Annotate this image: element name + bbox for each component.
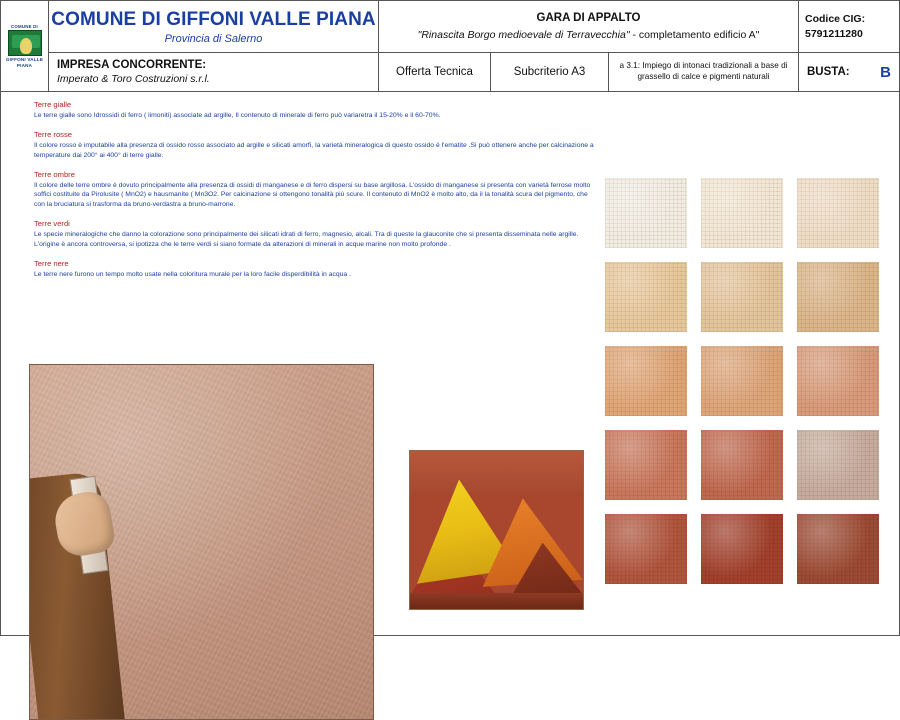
swatch-sheen bbox=[605, 262, 687, 332]
cig-value: 5791211280 bbox=[805, 28, 863, 40]
swatch-sheen bbox=[701, 514, 783, 584]
swatch-terra-rossa bbox=[701, 430, 783, 500]
paragraph-terre-gialle bbox=[34, 100, 594, 121]
impresa-label: IMPRESA CONCORRENTE: bbox=[57, 59, 207, 71]
impresa-block bbox=[49, 53, 378, 91]
municipal-logo bbox=[4, 24, 46, 69]
swatch-sheen bbox=[605, 178, 687, 248]
document-body bbox=[1, 92, 899, 637]
logo-bottom-text: GIFFONI VALLE PIANA bbox=[5, 57, 44, 68]
swatch-sheen bbox=[797, 178, 879, 248]
swatch-sheen bbox=[797, 430, 879, 500]
paragraph-body: Il colore delle terre ombre è dovuto principalmente alla presenza di ossidi di manganese e di ferro dispersi su base argillosa. L'ossido di manganese si presenta con varietà ferrose molto soffici costituite da Pirolusite ( MnO2) e hausmanite ( Mn3O2. Per calcinazione si ottengono tonalità più scure. Il contenuto di MnO2 è molto alto, da il la tonalità scura del pigmento, che con la bruciatura si trasforma da bruno-verdastra a bruno-marrone. bbox=[34, 181, 591, 209]
paragraph-body: Le specie mineralogiche che danno la colorazione sono principalmente dei silicati idrati di ferro, magnesio, alcali. Tra di queste la glauconite che si presenta disseminata nelle argille. L'origine è ancora controversa, si ipotizza che le terre verdi si siano formate da alterazioni di minerali in acque marine non molto profonde . bbox=[34, 231, 579, 248]
swatch-sheen bbox=[797, 514, 879, 584]
paragraph-terre-verdi bbox=[34, 219, 594, 250]
paragraph-body: Le terre gialle sono Idrossidi di ferro ( limoniti) associate ad argille, Il contenuto di minerale di ferro può variaretra il 15-20% e il 60-70%. bbox=[34, 112, 441, 119]
swatch-sheen bbox=[605, 430, 687, 500]
header-middle-column bbox=[379, 1, 799, 91]
swatch-sheen bbox=[701, 346, 783, 416]
logo-top-text: COMUNE DI bbox=[11, 23, 38, 29]
logo-cell bbox=[1, 1, 49, 91]
cig-block bbox=[799, 1, 899, 53]
subcriterio-cell: Subcriterio A3 bbox=[491, 53, 609, 91]
swatch-sheen bbox=[701, 430, 783, 500]
swatch-sheen bbox=[797, 346, 879, 416]
swatch-rosso-ossido bbox=[605, 514, 687, 584]
paragraph-terre-nere bbox=[34, 259, 594, 280]
swatch-rosa-antico bbox=[797, 346, 879, 416]
document-header bbox=[1, 1, 899, 92]
swatch-mattone bbox=[605, 430, 687, 500]
header-left-column bbox=[49, 1, 379, 91]
swatch-avorio bbox=[701, 178, 783, 248]
swatch-ocra bbox=[797, 262, 879, 332]
criteria-row bbox=[379, 53, 798, 91]
pigment-floor bbox=[410, 593, 583, 609]
paragraph-body: Le terre nere furono un tempo molto usate nella coloritura murale per la loro facile disperdibilità in acqua . bbox=[34, 270, 351, 278]
paragraph-terre-ombre bbox=[34, 170, 594, 211]
natural-pigment-piles-photo bbox=[409, 450, 584, 610]
criterio-description: a 3.1: Impiego di intonaci tradizionali a base di grassello di calce e pigmenti naturali bbox=[619, 61, 788, 81]
swatch-sheen bbox=[701, 262, 783, 332]
swatch-sheen bbox=[797, 262, 879, 332]
swatch-sheen bbox=[605, 346, 687, 416]
gara-block bbox=[379, 1, 798, 53]
cig-label: Codice CIG: bbox=[805, 13, 866, 25]
swatch-sheen bbox=[605, 514, 687, 584]
provincia-subtitle: Provincia di Salerno bbox=[164, 32, 263, 45]
swatch-terra-bruciata bbox=[797, 514, 879, 584]
header-right-column bbox=[799, 1, 899, 91]
paragraph-title: Terre rosse bbox=[34, 129, 72, 139]
busta-label: BUSTA: bbox=[807, 66, 850, 78]
municipal-crest-icon bbox=[8, 30, 42, 56]
paragraph-title: Terre verdi bbox=[34, 219, 70, 229]
paragraph-title: Terre gialle bbox=[34, 100, 72, 109]
impresa-name: Imperato & Toro Costruzioni s.r.l. bbox=[57, 73, 210, 85]
gara-subtitle-quote: "Rinascita Borgo medioevale di Terravecchia" bbox=[417, 29, 630, 41]
comune-block bbox=[49, 1, 378, 53]
pigment-descriptions bbox=[34, 100, 594, 289]
gara-subtitle-rest: - completamento edificio A" bbox=[632, 29, 760, 41]
swatch-ocra-chiara bbox=[701, 262, 783, 332]
swatch-grigio-rosato bbox=[797, 430, 879, 500]
swatch-albicocca bbox=[605, 346, 687, 416]
swatch-sabbia-chiara bbox=[797, 178, 879, 248]
pigment-background bbox=[410, 451, 583, 492]
paragraph-body: Il colore rosso è imputabile alla presenza di ossido rosso associato ad argille e silicati amorfi, la varietà mineralogica di questo ossido è l'ematite .Si può ottenere anche per calcinazione a temperature dai 200° ai 400° di terre gialle. bbox=[34, 141, 594, 159]
paragraph-title: Terre ombre bbox=[34, 169, 75, 179]
swatch-terra-gialla-chiara bbox=[605, 262, 687, 332]
offerta-cell: Offerta Tecnica bbox=[379, 53, 491, 91]
paragraph-terre-rosse bbox=[34, 130, 594, 161]
plaster-application-photo bbox=[29, 364, 374, 720]
swatch-sheen bbox=[701, 178, 783, 248]
comune-title: COMUNE DI GIFFONI VALLE PIANA bbox=[51, 8, 376, 30]
busta-block bbox=[799, 53, 899, 91]
swatch-bianco-calce bbox=[605, 178, 687, 248]
busta-value: B bbox=[880, 63, 891, 81]
gara-subtitle bbox=[418, 29, 760, 41]
swatch-terracotta-chiara bbox=[701, 346, 783, 416]
swatch-rosso-ematite bbox=[701, 514, 783, 584]
paragraph-title: Terre nere bbox=[34, 258, 69, 268]
color-swatch-grid bbox=[605, 178, 891, 584]
gara-title: GARA DI APPALTO bbox=[536, 12, 641, 24]
